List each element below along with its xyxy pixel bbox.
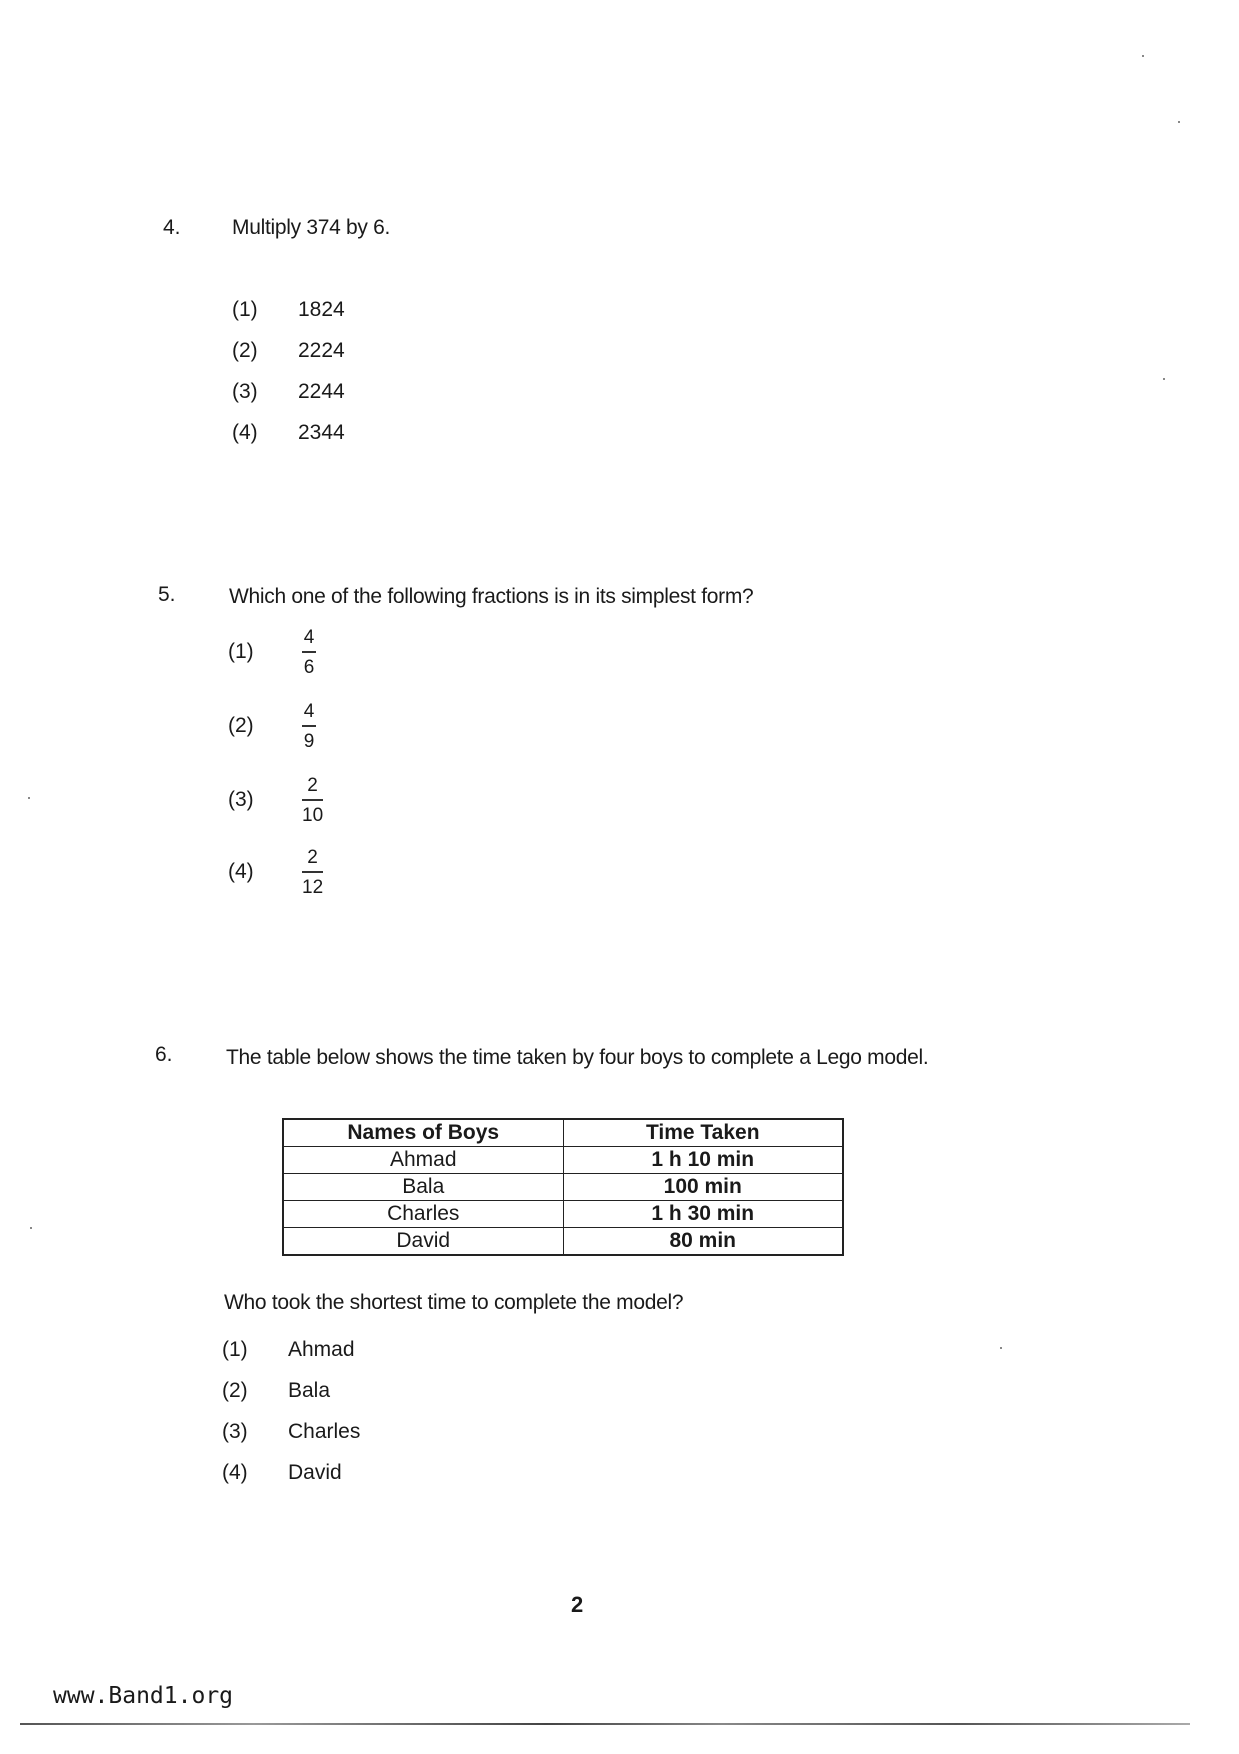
numerator: 4 — [303, 627, 315, 648]
footer-website: www.Band1.org — [53, 1683, 234, 1709]
table-row — [283, 1174, 843, 1201]
fraction — [302, 628, 316, 677]
option-label: (4) — [228, 860, 254, 883]
option-label: (2) — [228, 714, 254, 737]
option-value: 2344 — [298, 421, 345, 444]
fraction — [302, 776, 323, 825]
option-label: (3) — [228, 788, 254, 811]
option-label: (3) — [232, 380, 258, 403]
time-taken: 80 min — [563, 1228, 843, 1256]
option-4 — [228, 848, 348, 908]
question-number: 4. — [163, 216, 181, 239]
question-number: 6. — [155, 1043, 173, 1066]
fraction — [302, 848, 323, 897]
scan-speck — [28, 797, 30, 799]
table-row — [283, 1147, 843, 1174]
option-value: David — [288, 1461, 342, 1484]
question-text: Which one of the following fractions is in its simplest form? — [229, 585, 754, 608]
numerator: 2 — [307, 847, 318, 868]
option-label: (2) — [232, 339, 258, 362]
time-taken: 1 h 10 min — [563, 1147, 843, 1174]
option-label: (4) — [222, 1461, 248, 1484]
question-text: Multiply 374 by 6. — [232, 216, 391, 239]
time-taken: 1 h 30 min — [563, 1201, 843, 1228]
option-label: (3) — [222, 1420, 248, 1443]
scan-speck — [1000, 1347, 1002, 1349]
option-label: (1) — [232, 298, 258, 321]
boy-name: Charles — [283, 1201, 563, 1228]
option-value: Ahmad — [288, 1338, 355, 1361]
scan-edge-line — [20, 1723, 1190, 1725]
option-value: 2224 — [298, 339, 345, 362]
denominator: 9 — [303, 730, 315, 752]
option-1 — [228, 628, 348, 688]
option-value: 1824 — [298, 298, 345, 321]
column-header: Names of Boys — [283, 1119, 563, 1147]
time-taken-table — [282, 1118, 844, 1256]
scan-speck — [30, 1227, 32, 1229]
scan-speck — [1178, 121, 1180, 123]
option-value: 2244 — [298, 380, 345, 403]
scan-speck — [1163, 378, 1165, 380]
table-row — [283, 1201, 843, 1228]
denominator: 12 — [302, 876, 324, 898]
option-value: Bala — [288, 1379, 331, 1402]
time-taken: 100 min — [563, 1174, 843, 1201]
option-label: (4) — [232, 421, 258, 444]
page-number: 2 — [571, 1592, 584, 1617]
option-3 — [228, 776, 348, 836]
option-value: Charles — [288, 1420, 361, 1443]
numerator: 2 — [307, 775, 318, 796]
question-text: The table below shows the time taken by four boys to complete a Lego model. — [226, 1046, 929, 1069]
numerator: 4 — [303, 701, 315, 722]
boy-name: David — [283, 1228, 563, 1256]
option-label: (1) — [222, 1338, 248, 1361]
question-number: 5. — [158, 583, 176, 606]
column-header: Time Taken — [563, 1119, 843, 1147]
option-2 — [228, 702, 348, 762]
table-header-row — [283, 1119, 843, 1147]
subquestion-text: Who took the shortest time to complete the model? — [224, 1291, 684, 1314]
fraction — [302, 702, 316, 751]
denominator: 10 — [302, 804, 324, 826]
scan-speck — [1142, 55, 1144, 57]
denominator: 6 — [303, 656, 315, 678]
boy-name: Ahmad — [283, 1147, 563, 1174]
option-label: (1) — [228, 640, 254, 663]
option-label: (2) — [222, 1379, 248, 1402]
boy-name: Bala — [283, 1174, 563, 1201]
table-row — [283, 1228, 843, 1256]
